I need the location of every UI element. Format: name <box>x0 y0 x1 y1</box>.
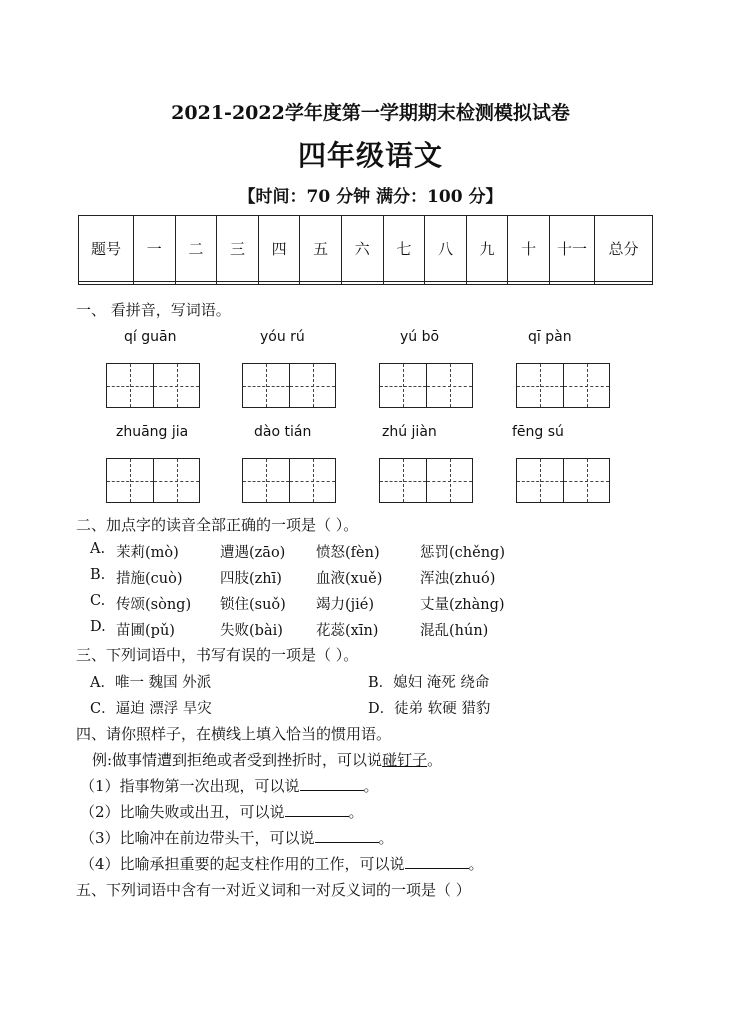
score-header-cell: 八 <box>425 216 467 282</box>
q3-option-d: D．徒弟 软硬 猎豹 <box>368 701 491 717</box>
q4-item-text: （3）比喻冲在前边带头干，可以说 <box>80 829 315 847</box>
q3-option-b: B．媳妇 淹死 绕命 <box>368 675 490 691</box>
score-cell[interactable] <box>134 282 176 285</box>
tianzi-grid[interactable] <box>516 458 610 503</box>
q2-option-label: A. <box>90 541 106 557</box>
q4-item-end: 。 <box>468 855 484 873</box>
score-cell[interactable] <box>466 282 508 285</box>
answer-blank[interactable] <box>405 856 469 869</box>
pinyin-label: dào tián <box>254 424 312 440</box>
answer-blank[interactable] <box>300 778 364 791</box>
q4-example-suffix: 。 <box>427 751 443 769</box>
q2-option-word: 竭力(jié) <box>316 597 375 613</box>
q2-title: 二、加点字的读音全部正确的一项是（ ）。 <box>76 516 359 534</box>
q3-option-c: C．逼迫 漂浮 旱灾 <box>90 701 212 717</box>
tianzi-grid[interactable] <box>106 363 200 408</box>
score-cell[interactable] <box>595 282 653 285</box>
q2-option-label: D. <box>90 619 106 635</box>
grade-subject-title: 四年级语文 <box>297 139 443 172</box>
score-table-blank-row <box>79 282 653 285</box>
q2-option-word: 花蕊(xīn) <box>316 623 379 639</box>
score-table <box>78 215 653 285</box>
q4-example <box>92 749 442 770</box>
pinyin-label: yú bō <box>400 329 440 345</box>
tianzi-grid[interactable] <box>242 363 336 408</box>
pinyin-label: qī pàn <box>528 329 572 345</box>
q4-item <box>80 775 379 796</box>
q2-option-word: 传颂(sòng) <box>116 597 192 613</box>
q4-title: 四、请你照样子，在横线上填入恰当的惯用语。 <box>76 725 392 743</box>
tianzi-grid[interactable] <box>379 458 473 503</box>
score-header-cell: 十 <box>508 216 550 282</box>
score-cell[interactable] <box>300 282 342 285</box>
answer-blank[interactable] <box>315 830 379 843</box>
time-score-line: 【时间：70 分钟 满分：100 分】 <box>238 187 503 207</box>
score-cell[interactable] <box>508 282 550 285</box>
q4-item-text: （2）比喻失败或出丑，可以说 <box>80 803 285 821</box>
q5-title: 五、下列词语中含有一对近义词和一对反义词的一项是（ ） <box>76 881 471 899</box>
q4-item <box>80 827 394 848</box>
q2-option-word: 苗圃(pǔ) <box>116 623 175 639</box>
tianzi-grid[interactable] <box>106 458 200 503</box>
q2-option-word: 血液(xuě) <box>316 571 383 587</box>
q2-option-word: 措施(cuò) <box>116 571 183 587</box>
score-header-cell: 一 <box>134 216 176 282</box>
tianzi-grid[interactable] <box>379 363 473 408</box>
score-header-cell: 七 <box>383 216 425 282</box>
q2-option-word: 丈量(zhàng) <box>420 597 505 613</box>
q2-option-label: C. <box>90 593 106 609</box>
score-cell[interactable] <box>341 282 383 285</box>
q3-option-a: A．唯一 魏国 外派 <box>90 675 212 691</box>
score-cell[interactable] <box>79 282 134 285</box>
pinyin-label: qí guān <box>124 329 177 345</box>
q4-item-end: 。 <box>348 803 364 821</box>
q4-item-text: （1）指事物第一次出现，可以说 <box>80 777 300 795</box>
q4-item <box>80 801 364 822</box>
q2-option-word: 失败(bài) <box>220 623 283 639</box>
q4-item-end: 。 <box>378 829 394 847</box>
score-header-cell: 二 <box>175 216 217 282</box>
q4-example-answer: 碰钉子 <box>382 751 428 769</box>
q4-item <box>80 853 484 874</box>
score-cell[interactable] <box>258 282 300 285</box>
q4-item-end: 。 <box>363 777 379 795</box>
score-cell[interactable] <box>217 282 259 285</box>
exam-year-title: 2021-2022学年度第一学期期末检测模拟试卷 <box>171 102 570 124</box>
q4-example-prefix: 例:做事情遭到拒绝或者受到挫折时，可以说 <box>92 751 383 769</box>
score-header-cell: 十一 <box>550 216 595 282</box>
q2-option-word: 锁住(suǒ) <box>220 597 286 613</box>
score-cell[interactable] <box>383 282 425 285</box>
score-cell[interactable] <box>175 282 217 285</box>
pinyin-label: fēng sú <box>512 424 564 440</box>
score-table-header-row <box>79 216 653 282</box>
q2-option-label: B. <box>90 567 106 583</box>
q2-option-word: 遭遇(zāo) <box>220 545 286 561</box>
q1-title: 一、 看拼音，写词语。 <box>76 301 231 319</box>
score-header-cell: 总分 <box>595 216 653 282</box>
q4-item-text: （4）比喻承担重要的起支柱作用的工作，可以说 <box>80 855 405 873</box>
pinyin-label: yóu rú <box>260 329 305 345</box>
pinyin-label: zhú jiàn <box>382 424 437 440</box>
q2-option-word: 四肢(zhī) <box>220 571 282 587</box>
tianzi-grid[interactable] <box>516 363 610 408</box>
score-header-cell: 九 <box>466 216 508 282</box>
score-header-cell: 五 <box>300 216 342 282</box>
score-header-cell: 六 <box>341 216 383 282</box>
answer-blank[interactable] <box>285 804 349 817</box>
score-header-cell: 三 <box>217 216 259 282</box>
tianzi-grid[interactable] <box>242 458 336 503</box>
q2-option-word: 混乱(hún) <box>420 623 489 639</box>
score-header-cell: 四 <box>258 216 300 282</box>
q2-option-word: 浑浊(zhuó) <box>420 571 496 587</box>
q2-option-word: 茉莉(mò) <box>116 545 179 561</box>
score-cell[interactable] <box>550 282 595 285</box>
score-header-cell: 题号 <box>79 216 134 282</box>
pinyin-label: zhuāng jia <box>116 424 189 440</box>
score-cell[interactable] <box>425 282 467 285</box>
q2-option-word: 愤怒(fèn) <box>316 545 380 561</box>
q3-title: 三、下列词语中，书写有误的一项是（ ）。 <box>76 646 359 664</box>
q2-option-word: 惩罚(chěng) <box>420 545 505 561</box>
